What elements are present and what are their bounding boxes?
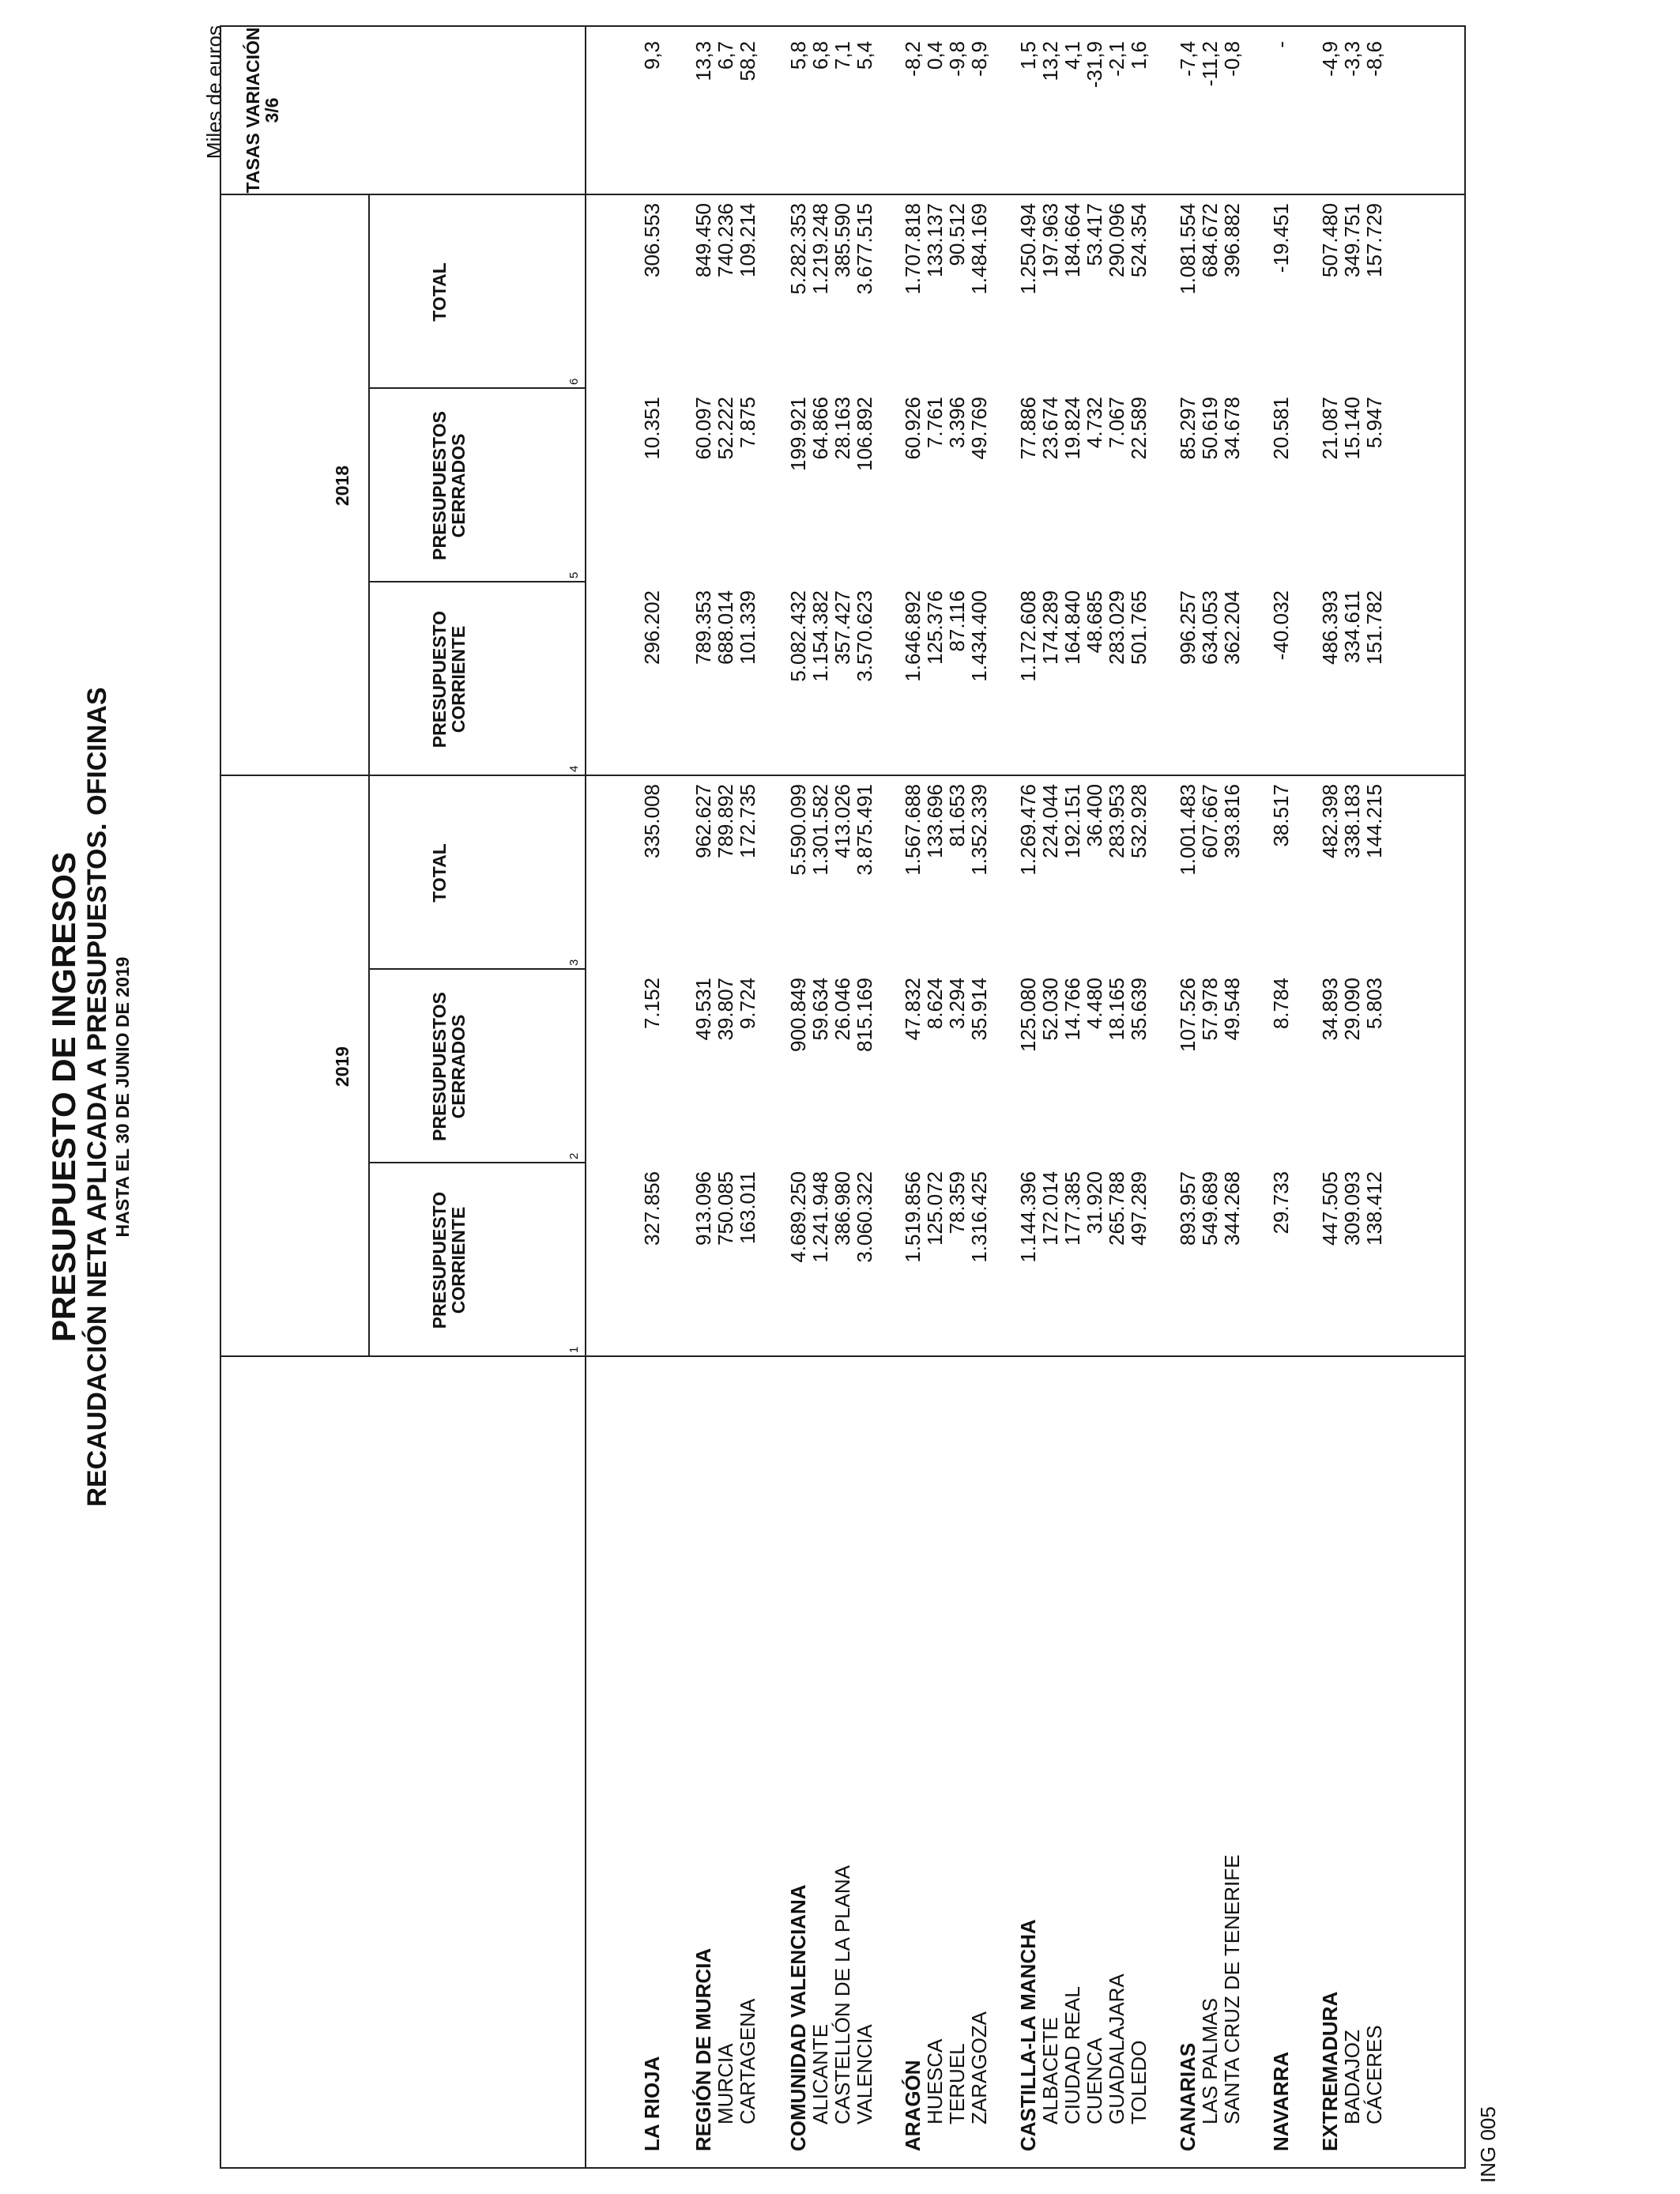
table-cell-col-7: 6,7 <box>714 41 737 70</box>
table-cell-col-3: 393.816 <box>1220 784 1244 858</box>
table-cell-col-6: 740.236 <box>714 203 737 277</box>
table-cell-col-1: 3.060.322 <box>853 1171 876 1263</box>
report-title: PRESUPUESTO DE INGRESOS <box>45 851 82 1343</box>
table-cell-col-4: 5.082.432 <box>786 590 810 682</box>
table-cell-col-4: 362.204 <box>1220 590 1244 665</box>
table-cell-col-1: 447.505 <box>1318 1171 1342 1246</box>
table-cell-col-3: 789.892 <box>714 784 737 858</box>
table-cell-col-3: 144.215 <box>1362 784 1386 858</box>
year-2019-label: 2019 <box>332 1046 352 1088</box>
table-cell-col-4: 1.434.400 <box>967 590 991 682</box>
region-label: CANARIAS <box>1176 2042 1200 2151</box>
report-date: HASTA EL 30 DE JUNIO DE 2019 <box>112 956 133 1238</box>
table-cell-col-5: 28.163 <box>831 397 854 460</box>
table-cell-col-7: 13,2 <box>1038 41 1062 81</box>
col-number-3: 3 <box>567 959 581 966</box>
table-cell-col-2: 5.803 <box>1362 978 1386 1030</box>
table-cell-col-2: 3.294 <box>945 978 969 1030</box>
table-cell-col-6: 197.963 <box>1038 203 1062 277</box>
table-cell-col-1: 1.144.396 <box>1016 1171 1040 1263</box>
table-cell-col-6: 90.512 <box>945 203 969 266</box>
table-cell-col-7: 1,5 <box>1016 41 1040 70</box>
table-cell-col-2: 34.893 <box>1318 978 1342 1041</box>
table-cell-col-5: 7.067 <box>1105 397 1128 449</box>
table-cell-col-1: 750.085 <box>714 1171 737 1246</box>
table-cell-col-6: 290.096 <box>1105 203 1128 277</box>
table-cell-col-6: 109.214 <box>736 203 759 277</box>
table-cell-col-3: 283.953 <box>1105 784 1128 858</box>
units-label: Miles de euros <box>202 25 226 160</box>
table-cell-col-7: -8,6 <box>1362 41 1386 77</box>
province-label: HUESCA <box>923 2038 947 2124</box>
table-cell-col-1: 497.289 <box>1127 1171 1151 1246</box>
table-cell-col-4: 296.202 <box>640 590 664 665</box>
table-cell-col-3: 962.627 <box>691 784 715 858</box>
table-cell-col-7: 6,8 <box>808 41 832 70</box>
region-label: EXTREMADURA <box>1318 1991 1342 2151</box>
table-cell-col-5: 60.097 <box>691 397 715 460</box>
col-number-5: 5 <box>567 571 581 579</box>
col-header-2: PRESUPUESTOS CERRADOS <box>429 992 469 1141</box>
table-cell-col-6: 1.250.494 <box>1016 203 1040 295</box>
province-label: LAS PALMAS <box>1198 1998 1222 2124</box>
table-cell-col-6: 5.282.353 <box>786 203 810 295</box>
col-number-6: 6 <box>567 378 581 385</box>
table-cell-col-1: 265.788 <box>1105 1171 1128 1246</box>
table-cell-col-2: 18.165 <box>1105 978 1128 1041</box>
table-cell-col-6: 385.590 <box>831 203 854 277</box>
table-cell-col-6: 3.677.515 <box>853 203 876 295</box>
table-cell-col-6: 133.137 <box>923 203 947 277</box>
table-cell-col-5: 23.674 <box>1038 397 1062 460</box>
province-label: BADAJOZ <box>1340 2030 1364 2124</box>
table-cell-col-6: 684.672 <box>1198 203 1222 277</box>
table-cell-col-6: 1.081.554 <box>1176 203 1200 295</box>
province-label: MURCIA <box>714 2043 737 2124</box>
year-divider-line <box>368 195 370 1357</box>
table-cell-col-5: 85.297 <box>1176 397 1200 460</box>
table-cell-col-3: 38.517 <box>1269 784 1293 847</box>
table-cell-col-4: 87.116 <box>945 590 969 652</box>
table-cell-col-7: - <box>1269 41 1293 48</box>
col-number-4: 4 <box>567 765 581 772</box>
table-cell-col-2: 900.849 <box>786 978 810 1052</box>
province-label: CUENCA <box>1083 2038 1106 2124</box>
table-cell-col-7: -9,8 <box>945 41 969 77</box>
col-header-5: PRESUPUESTOS CERRADOS <box>429 411 469 560</box>
table-cell-col-3: 1.352.339 <box>967 784 991 876</box>
table-cell-col-5: 4.732 <box>1083 397 1106 449</box>
table-cell-col-1: 78.359 <box>945 1171 969 1235</box>
table-cell-col-2: 815.169 <box>853 978 876 1052</box>
province-label: ALICANTE <box>808 2023 832 2124</box>
table-cell-col-1: 386.980 <box>831 1171 854 1246</box>
table-cell-col-5: 19.824 <box>1060 397 1084 460</box>
table-cell-col-7: -11,2 <box>1198 41 1222 87</box>
table-cell-col-5: 60.926 <box>901 397 925 460</box>
table-cell-col-3: 172.735 <box>736 784 759 858</box>
province-label: CASTELLÓN DE LA PLANA <box>831 1864 854 2124</box>
table-cell-col-6: 157.729 <box>1362 203 1386 277</box>
table-cell-col-2: 14.766 <box>1060 978 1084 1041</box>
table-cell-col-3: 81.653 <box>945 784 969 847</box>
table-cell-col-4: 164.840 <box>1060 590 1084 665</box>
table-cell-col-4: 688.014 <box>714 590 737 665</box>
region-label: LA RIOJA <box>640 2056 664 2151</box>
table-cell-col-1: 1.519.856 <box>901 1171 925 1263</box>
table-cell-col-7: -4,9 <box>1318 41 1342 77</box>
table-cell-col-5: 3.396 <box>945 397 969 449</box>
table-cell-col-4: 501.765 <box>1127 590 1151 665</box>
table-cell-col-7: -2,1 <box>1105 41 1128 77</box>
table-cell-col-1: 163.011 <box>736 1171 759 1245</box>
title-block <box>46 0 133 2194</box>
table-cell-col-1: 29.733 <box>1269 1171 1293 1235</box>
footer-code: ING 005 <box>1476 2106 1500 2183</box>
col-number-2: 2 <box>567 1152 581 1159</box>
table-cell-col-2: 9.724 <box>736 978 759 1030</box>
table-cell-col-7: -8,2 <box>901 41 925 77</box>
table-cell-col-2: 57.978 <box>1198 978 1222 1041</box>
province-label: CIUDAD REAL <box>1060 1986 1084 2124</box>
table-cell-col-1: 138.412 <box>1362 1171 1386 1246</box>
table-cell-col-7: -31,9 <box>1083 41 1106 89</box>
year-separator-line <box>221 775 1464 776</box>
header-bottom-line <box>585 27 586 2167</box>
table-cell-col-7: 13,3 <box>691 41 715 81</box>
province-label: ALBACETE <box>1038 2017 1062 2124</box>
table-cell-col-6: 306.553 <box>640 203 664 277</box>
region-label: CASTILLA-LA MANCHA <box>1016 1919 1040 2151</box>
table-cell-col-3: 413.026 <box>831 784 854 858</box>
table-cell-col-5: 52.222 <box>714 397 737 460</box>
table-cell-col-5: 15.140 <box>1340 397 1364 460</box>
table-cell-col-5: 77.886 <box>1016 397 1040 460</box>
table-cell-col-4: 174.289 <box>1038 590 1062 665</box>
table-cell-col-7: -7,4 <box>1176 41 1200 77</box>
table-cell-col-1: 172.014 <box>1038 1171 1062 1246</box>
table-cell-col-3: 1.269.476 <box>1016 784 1040 876</box>
table-cell-col-1: 177.385 <box>1060 1171 1084 1246</box>
table-cell-col-7: 5,4 <box>853 41 876 70</box>
table-cell-col-6: 1.707.818 <box>901 203 925 295</box>
table-cell-col-6: -19.451 <box>1269 203 1293 273</box>
col-number-1: 1 <box>567 1346 581 1353</box>
table-cell-col-6: 396.882 <box>1220 203 1244 277</box>
province-label: CÁCERES <box>1362 2025 1386 2124</box>
year-2018-label: 2018 <box>332 465 352 507</box>
table-cell-col-1: 31.920 <box>1083 1171 1106 1235</box>
table-cell-col-6: 849.450 <box>691 203 715 277</box>
table-cell-col-1: 327.856 <box>640 1171 664 1246</box>
report-subtitle: RECAUDACIÓN NETA APLICADA A PRESUPUESTOS. OFICINAS <box>82 687 112 1507</box>
table-cell-col-2: 8.624 <box>923 978 947 1030</box>
province-label: CARTAGENA <box>736 1998 759 2124</box>
table-cell-col-6: 349.751 <box>1340 203 1364 277</box>
table-cell-col-7: 1,6 <box>1127 41 1151 70</box>
table-cell-col-6: 1.484.169 <box>967 203 991 295</box>
subcol-line <box>368 1162 585 1163</box>
table-cell-col-5: 50.619 <box>1198 397 1222 460</box>
table-cell-col-4: 3.570.623 <box>853 590 876 682</box>
table-cell-col-2: 35.914 <box>967 978 991 1041</box>
table-cell-col-1: 344.268 <box>1220 1171 1244 1246</box>
table-cell-col-1: 913.096 <box>691 1171 715 1246</box>
table-cell-col-6: 184.664 <box>1060 203 1084 277</box>
table-cell-col-4: 789.353 <box>691 590 715 665</box>
table-cell-col-3: 5.590.099 <box>786 784 810 876</box>
table-cell-col-1: 309.093 <box>1340 1171 1364 1246</box>
table-cell-col-3: 1.001.483 <box>1176 784 1200 876</box>
region-label: REGIÓN DE MURCIA <box>691 1947 715 2151</box>
table-cell-col-2: 49.531 <box>691 978 715 1041</box>
region-label: COMUNIDAD VALENCIANA <box>786 1884 810 2151</box>
table-cell-col-4: 357.427 <box>831 590 854 665</box>
col-header-6: TOTAL <box>429 262 450 322</box>
table-cell-col-4: 151.782 <box>1362 590 1386 665</box>
table-cell-col-2: 52.030 <box>1038 978 1062 1041</box>
province-label: GUADALAJARA <box>1105 1973 1128 2124</box>
data-table <box>220 25 1466 2169</box>
table-cell-col-5: 22.589 <box>1127 397 1151 460</box>
table-cell-col-2: 59.634 <box>808 978 832 1041</box>
table-cell-col-1: 1.241.948 <box>808 1171 832 1263</box>
table-cell-col-4: 1.172.608 <box>1016 590 1040 682</box>
table-cell-col-5: 21.087 <box>1318 397 1342 460</box>
table-cell-col-4: 634.053 <box>1198 590 1222 665</box>
province-label: SANTA CRUZ DE TENERIFE <box>1220 1854 1244 2124</box>
table-cell-col-2: 39.807 <box>714 978 737 1041</box>
tasas-header: TASAS VARIACIÓN 3/6 <box>243 27 282 194</box>
table-cell-col-6: 53.417 <box>1083 203 1106 266</box>
col-header-1: PRESUPUESTO CORRIENTE <box>429 1191 469 1329</box>
table-cell-col-7: 0,4 <box>923 41 947 70</box>
table-cell-col-2: 8.784 <box>1269 978 1293 1030</box>
table-cell-col-2: 4.480 <box>1083 978 1106 1030</box>
table-cell-col-7: 5,8 <box>786 41 810 70</box>
table-cell-col-6: 1.219.248 <box>808 203 832 295</box>
table-cell-col-5: 10.351 <box>640 397 664 460</box>
table-cell-col-6: 507.480 <box>1318 203 1342 277</box>
region-label: ARAGÓN <box>901 2060 925 2151</box>
subcol-line <box>368 387 585 389</box>
subcol-line <box>368 968 585 970</box>
table-cell-col-2: 7.152 <box>640 978 664 1030</box>
table-cell-col-5: 49.769 <box>967 397 991 460</box>
table-cell-col-5: 106.892 <box>853 397 876 471</box>
table-cell-col-5: 199.921 <box>786 397 810 471</box>
table-cell-col-7: 58,2 <box>736 41 759 81</box>
table-cell-col-7: -0,8 <box>1220 41 1244 77</box>
table-cell-col-4: 1.154.382 <box>808 590 832 682</box>
table-cell-col-4: 48.685 <box>1083 590 1106 654</box>
table-cell-col-2: 35.639 <box>1127 978 1151 1041</box>
region-label: NAVARRA <box>1269 2051 1293 2151</box>
table-cell-col-7: 7,1 <box>831 41 854 70</box>
table-cell-col-3: 338.183 <box>1340 784 1364 858</box>
table-cell-col-5: 5.947 <box>1362 397 1386 449</box>
table-cell-col-2: 107.526 <box>1176 978 1200 1052</box>
table-cell-col-3: 335.008 <box>640 784 664 858</box>
table-cell-col-5: 20.581 <box>1269 397 1293 460</box>
table-cell-col-7: 9,3 <box>640 41 664 70</box>
table-cell-col-4: 101.339 <box>736 590 759 665</box>
col-header-4: PRESUPUESTO CORRIENTE <box>429 610 469 748</box>
table-cell-col-1: 893.957 <box>1176 1171 1200 1246</box>
table-cell-col-3: 1.301.582 <box>808 784 832 876</box>
col-header-3: TOTAL <box>429 843 450 903</box>
table-cell-col-5: 64.866 <box>808 397 832 460</box>
table-cell-col-3: 3.875.491 <box>853 784 876 876</box>
table-cell-col-3: 1.567.688 <box>901 784 925 876</box>
table-cell-col-1: 1.316.425 <box>967 1171 991 1263</box>
province-label: TOLEDO <box>1127 2040 1151 2124</box>
table-cell-col-2: 29.090 <box>1340 978 1364 1041</box>
table-cell-col-3: 482.398 <box>1318 784 1342 858</box>
table-cell-col-5: 34.678 <box>1220 397 1244 460</box>
table-cell-col-2: 125.080 <box>1016 978 1040 1052</box>
table-cell-col-3: 224.044 <box>1038 784 1062 858</box>
table-cell-col-3: 133.696 <box>923 784 947 858</box>
table-cell-col-4: 125.376 <box>923 590 947 665</box>
table-cell-col-4: 486.393 <box>1318 590 1342 665</box>
table-cell-col-1: 549.689 <box>1198 1171 1222 1246</box>
table-cell-col-2: 26.046 <box>831 978 854 1041</box>
table-cell-col-4: 283.029 <box>1105 590 1128 665</box>
table-cell-col-2: 49.548 <box>1220 978 1244 1041</box>
table-cell-col-5: 7.761 <box>923 397 947 449</box>
label-column-line <box>221 1355 1464 1357</box>
province-label: ZARAGOZA <box>967 2011 991 2124</box>
table-cell-col-7: 4,1 <box>1060 41 1084 70</box>
table-cell-col-4: 1.646.892 <box>901 590 925 682</box>
subcol-line <box>368 581 585 582</box>
table-cell-col-6: 524.354 <box>1127 203 1151 277</box>
table-cell-col-4: 334.611 <box>1340 590 1364 664</box>
table-cell-col-7: -3,3 <box>1340 41 1364 77</box>
table-cell-col-1: 4.689.250 <box>786 1171 810 1263</box>
table-cell-col-3: 532.928 <box>1127 784 1151 858</box>
table-cell-col-4: -40.032 <box>1269 590 1293 661</box>
table-cell-col-3: 192.151 <box>1060 784 1084 858</box>
province-label: TERUEL <box>945 2043 969 2124</box>
province-label: VALENCIA <box>853 2024 876 2124</box>
table-cell-col-3: 607.667 <box>1198 784 1222 858</box>
table-cell-col-4: 996.257 <box>1176 590 1200 665</box>
table-cell-col-5: 7.875 <box>736 397 759 449</box>
table-cell-col-7: -8,9 <box>967 41 991 77</box>
table-cell-col-3: 36.400 <box>1083 784 1106 847</box>
table-cell-col-2: 47.832 <box>901 978 925 1041</box>
table-cell-col-1: 125.072 <box>923 1171 947 1246</box>
